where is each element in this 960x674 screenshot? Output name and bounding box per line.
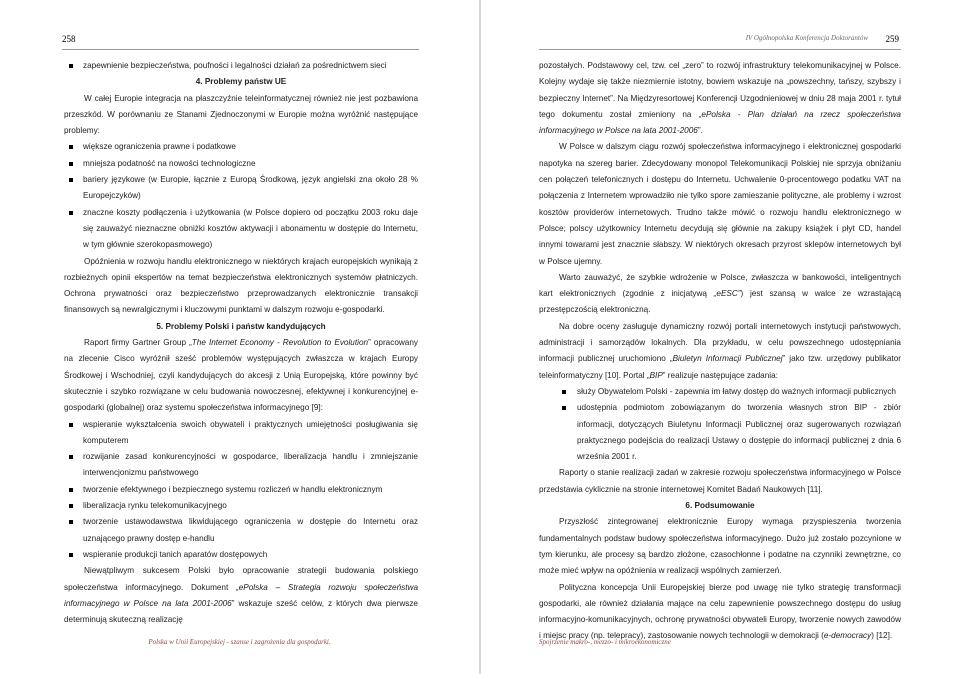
- page-footer: Spojrzenie makro-, mezzo- i mikroekonomiczne: [539, 638, 671, 646]
- list-item: większe ograniczenia prawne i podatkowe: [64, 139, 418, 155]
- text-run: ” opracowany na zlecenie Cisco wyróżnił sześć problemów występujących zwłaszcza w krajach Europy Środkowej i Wschodniej, czyli kandydujących do akcesji z Unią Europejską, które powinny być skutecznie i szybko rozwiązane w celu budowania nowoczesnej, efektywnej i konkurencyjnej e-gospodarki (globalnej) oraz systemu społeczeństwa informacyjnego [9]:: [64, 338, 418, 413]
- term-italic: e-democracy: [823, 631, 872, 641]
- left-page: [0, 0, 479, 674]
- text-run: ” jako tzw. urzędowy publikator teleinformatyczny [10]. Portal „: [539, 354, 901, 380]
- section-heading: 5. Problemy Polski i państw kandydujących: [156, 321, 326, 331]
- paragraph: Przyszłość zintegrowanej elektronicznie Europy wymaga przyspieszenia tworzenia fundamentalnych podstaw budowy społeczeństwa informacyjnego. Dużo już zostało pozcynione w tym kierunku, ale procesy są bardzo złożone, czasochłonne i podatne na czynniki zewnętrzne, co może mieć wpływ na opóźnienia w realizacji wspólnych zamierzeń.: [539, 517, 901, 576]
- list-item: zapewnienie bezpieczeństwa, poufności i legalności działań za pośrednictwem sieci: [64, 58, 418, 74]
- right-page: [481, 0, 960, 674]
- paragraph: [539, 580, 901, 645]
- portal-name: BIP: [649, 370, 663, 380]
- section-heading: 4. Problemy państw UE: [195, 77, 287, 87]
- paragraph: [539, 319, 901, 384]
- section-heading: 6. Podsumowanie: [685, 501, 755, 511]
- bullet-list: [64, 417, 418, 564]
- bulletin-name: Biuletyn Informacji Publicznej: [672, 354, 783, 364]
- text-run: Niewątpliwym sukcesem Polski było opracowanie strategii budowania polskiego społeczeństwa informacyjnego. Dokument: [64, 566, 418, 592]
- page-number: 258: [62, 34, 76, 44]
- paragraph: W całej Europie integracja na płaszczyźnie teleinformatycznej również nie jest pozbawiona przeszkód. W porównaniu ze Stanami Zjednoczonymi w Europie można wyróżnić następujące problemy:: [64, 93, 418, 136]
- list-item: wspieranie wykształcenia swoich obywateli i praktycznych umiejętności posługiwania się komputerem: [64, 417, 418, 450]
- text-run: Polityczna koncepcja Unii Europejskiej bierze pod uwagę nie tylko strategię transformacji gospodarki, ale również działania mające na celu zapewnienie powszechnego dostępu do usług informacyjno-komunikacyjnych, ochronę prywatności obywateli Europy, tworzenie nowych zawodów i miejsc pracy (np. telepracy), zastosowanie nowych technologii w demokracji (: [539, 582, 901, 641]
- list-item: liberalizacja rynku telekomunikacyjnego: [64, 498, 418, 514]
- running-head: IV Ogólnopolska Konferencja Doktorantów: [745, 34, 868, 42]
- text-run: Raport firmy Gartner Group „: [84, 338, 192, 348]
- text-run: ” realizuje następujące zadania:: [662, 370, 778, 380]
- bullet-list: [539, 384, 901, 465]
- page-footer: Polska w Unii Europejskiej - szanse i zagrożenia dla gospodarki.: [148, 638, 331, 646]
- text-run: Na dobre oceny zasługuje dynamiczny rozwój portali internetowych instytucji państwowych, administracji i samorządów lokalnych. Dla przykładu, w celu powszechnego udostępniania informacji publicznej uruchomiono „: [539, 321, 901, 364]
- text-run: pozostałych. Podstawowy cel, tzw. cel „zero” to rozwój infrastruktury telekomunikacyjnej w Polsce. Kolejny wydaje się także niezmiernie istotny, bowiem wskazuje na „powszechny, tańszy, szybszy i bezpieczny Internet”. Na Międzyresortowej Konferencji Uzgodnieniowej w dniu 28 maja 2001 r. tytuł tego dokumentu został zmieniony na „: [539, 61, 901, 119]
- paragraph: Opóźnienia w rozwoju handlu elektronicznego w niektórych krajach europejskich wynikają z rozbieżnych opinii ekspertów na temat bezpieczeństwa elektronicznych systemów płatniczych. Ochrona prywatności oraz bezpieczeństwo przeprowadzanych elektronicznie transakcji finansowych są newralgicznymi i kluczowymi punktami w dalszym rozwoju e-gospodarki.: [64, 256, 418, 315]
- right-page-body: [539, 58, 901, 645]
- text-run: ”.: [697, 126, 703, 136]
- text-run: ” wskazuje sześć celów, z których dwa pierwsze determinują skuteczną realizację: [64, 598, 418, 625]
- paragraph: [64, 563, 418, 628]
- left-page-body: [64, 58, 418, 628]
- list-item: służy Obywatelom Polski - zapewnia im łatwy dostęp do ważnych informacji publicznych: [539, 384, 901, 400]
- header-rule: [62, 49, 419, 50]
- list-item: bariery językowe (w Europie, łącznie z Europą Środkową, język angielski zna około 28 % Europejczyków): [64, 172, 418, 205]
- report-title: The Internet Economy - Revolution to Evolution: [191, 338, 369, 348]
- list-item: udostępnia podmiotom zobowiązanym do tworzenia własnych stron BIP - zbiór informacji, dotyczących Biuletynu Informacji Publicznej oraz sugerowanych rozwiązań praktycznego podejścia do realizacji Ustawy o dostępie do informacji publicznej z dnia 6 września 2001 r.: [539, 400, 901, 465]
- initiative-name: „eESC”: [713, 289, 741, 299]
- text-run: ) jest szansą w walce ze wzrastającą przestępczością elektroniczną.: [539, 289, 901, 315]
- text-run: ) [12].: [871, 631, 893, 641]
- paragraph: W Polsce w dalszym ciągu rozwój społeczeństwa informacyjnego i elektronicznej gospodarki napotyka na szereg barier. Zdecydowany monopol Telekomunikacji Polskiej nie sprzyja obniżaniu cen połączeń telefonicznych i dostępu do Internetu. Uchwalenie 0-procentowego podatku VAT na połączenia z Internetem wprowadziło nie tylko spore zamieszanie polityczne, ale problemy i wzrost kosztów providerów internetowych. Trudno także mówić o rozwoju handlu elektronicznego w Polsce; polscy użytkownicy Internetu decydują się głównie na zakupy książek i płyt CD, handel innymi towarami jest znacznie słabszy. W niektórych okresach przyrost sklepów internetowych był w Polsce ujemny.: [539, 142, 901, 266]
- page-number: 259: [885, 34, 899, 44]
- document-title: ePolska - Plan działań na rzecz społeczeństwa informacyjnego w Polsce na lata 2001-2006: [539, 109, 901, 136]
- list-item: znaczne koszty podłączenia i użytkowania (w Polsce dopiero od początku 2003 roku daje się zauważyć nieznaczne obniżki kosztów aktywacji i abonamentu w dostępie do Internetu, w tym głównie szerokopasmowego): [64, 205, 418, 254]
- bullet-list: [64, 139, 418, 253]
- header-rule: [539, 49, 901, 50]
- list-item: rozwijanie zasad konkurencyjności w gospodarce, liberalizacja handlu i zmniejszanie interwencjonizmu państwowego: [64, 449, 418, 482]
- list-item: wspieranie produkcji tanich aparatów dostępowych: [64, 547, 418, 563]
- list-item: mniejsza podatność na nowości technologiczne: [64, 156, 418, 172]
- bullet-list: [64, 58, 418, 74]
- list-item: tworzenie efektywnego i bezpiecznego systemu rozliczeń w handlu elektronicznym: [64, 482, 418, 498]
- paragraph: [539, 270, 901, 319]
- paragraph: [64, 335, 418, 416]
- list-item: tworzenie ustawodawstwa likwidującego ograniczenia w dostępie do Internetu oraz uznającego prawny dostęp e-handlu: [64, 514, 418, 547]
- paragraph: [539, 58, 901, 139]
- text-run: Warto zauważyć, że szybkie wdrożenie w Polsce, zwłaszcza w bankowości, inteligentnych kart elektronicznych (zgodnie z inicjatywą: [539, 272, 901, 299]
- document-title: „ePolska – Strategia rozwoju społeczeństwa informacyjnego w Polsce na lata 2001-2006: [64, 582, 418, 608]
- paragraph: Raporty o stanie realizacji zadań w zakresie rozwoju społeczeństwa informacyjnego w Polsce przedstawia cyklicznie na stronie internetowej Komitet Badań Naukowych [11].: [539, 468, 901, 494]
